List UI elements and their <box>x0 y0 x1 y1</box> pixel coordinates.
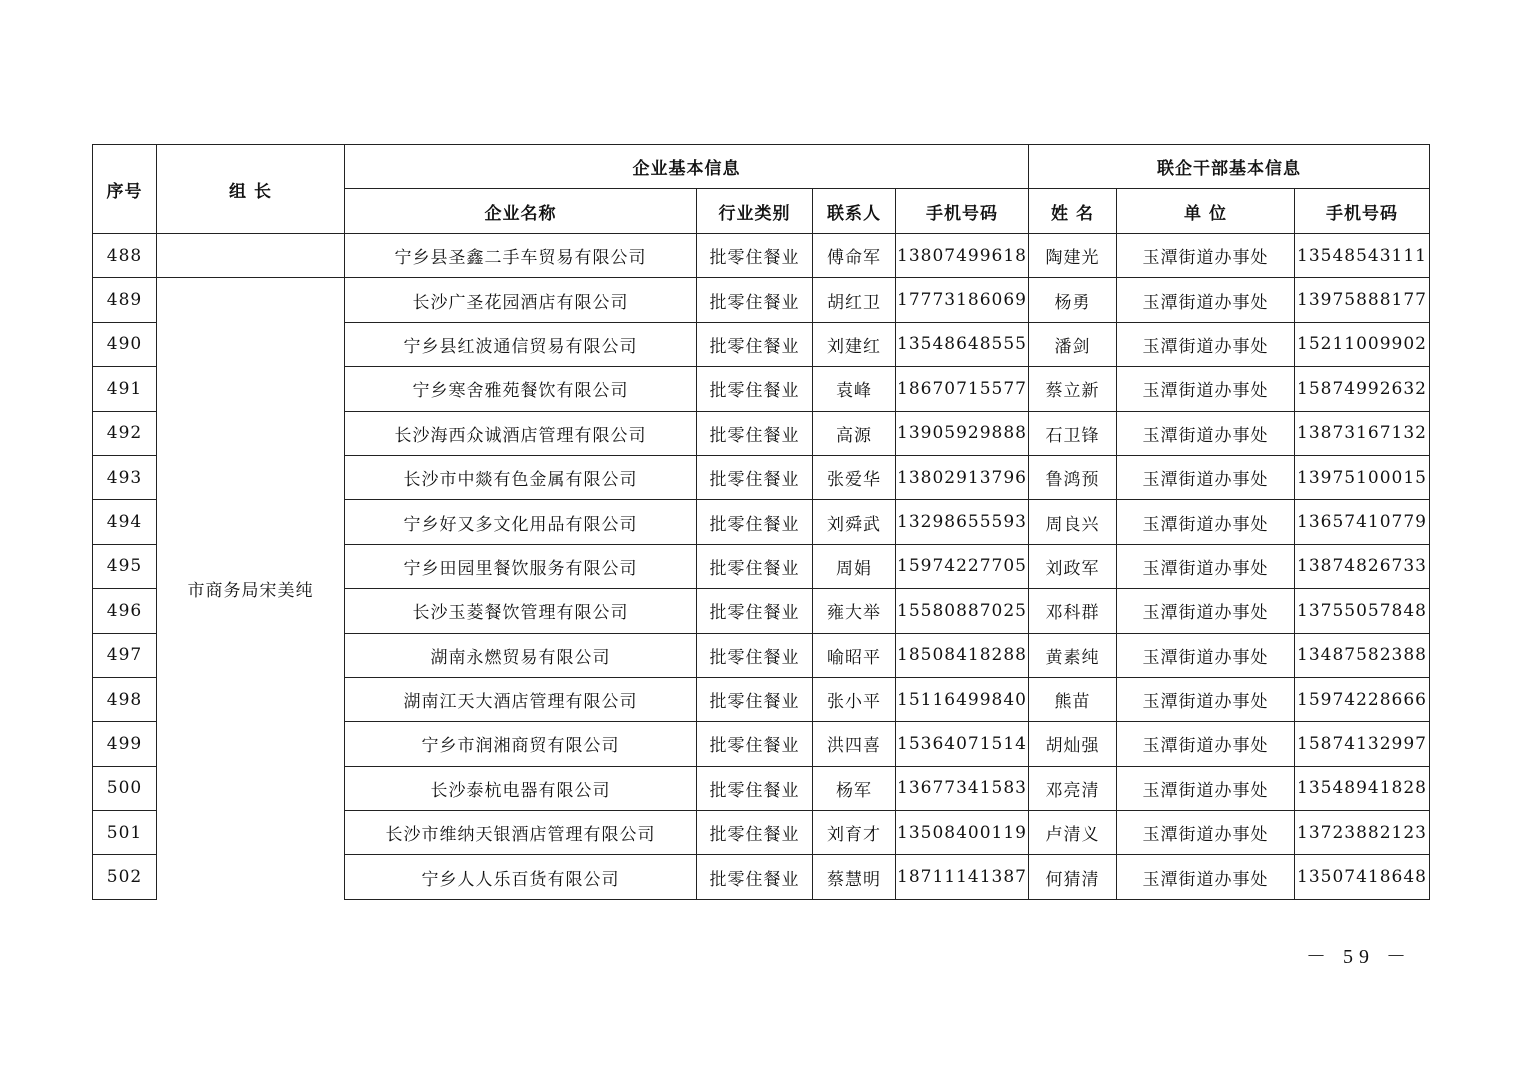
industry-cell: 批零住餐业 <box>697 589 813 633</box>
leader-cell: 市商务局宋美纯 <box>157 278 345 899</box>
cadre-name-cell: 胡灿强 <box>1029 722 1117 766</box>
cadre-phone-cell: 13975888177 <box>1295 278 1430 322</box>
cadre-name-cell: 陶建光 <box>1029 234 1117 278</box>
cadre-unit-cell: 玉潭街道办事处 <box>1117 411 1295 455</box>
cadre-name-cell: 黄素纯 <box>1029 633 1117 677</box>
contact-cell: 周娟 <box>813 544 896 588</box>
cadre-unit-cell: 玉潭街道办事处 <box>1117 855 1295 899</box>
cadre-name-cell: 邓亮清 <box>1029 766 1117 810</box>
cadre-phone-cell: 13548543111 <box>1295 234 1430 278</box>
seq-cell: 492 <box>93 411 157 455</box>
cadre-phone-cell: 15874132997 <box>1295 722 1430 766</box>
company-cell: 宁乡田园里餐饮服务有限公司 <box>345 544 697 588</box>
seq-cell: 494 <box>93 500 157 544</box>
seq-cell: 488 <box>93 234 157 278</box>
industry-cell: 批零住餐业 <box>697 278 813 322</box>
phone-cell: 18508418288 <box>896 633 1029 677</box>
contact-cell: 洪四喜 <box>813 722 896 766</box>
cadre-unit-cell: 玉潭街道办事处 <box>1117 500 1295 544</box>
seq-cell: 497 <box>93 633 157 677</box>
cadre-name-cell: 蔡立新 <box>1029 367 1117 411</box>
phone-cell: 13298655593 <box>896 500 1029 544</box>
cadre-phone-cell: 15974228666 <box>1295 677 1430 721</box>
cadre-unit-cell: 玉潭街道办事处 <box>1117 677 1295 721</box>
cadre-phone-cell: 15211009902 <box>1295 322 1430 366</box>
seq-cell: 501 <box>93 811 157 855</box>
seq-cell: 502 <box>93 855 157 899</box>
seq-cell: 489 <box>93 278 157 322</box>
cadre-name-cell: 何猜清 <box>1029 855 1117 899</box>
cadre-unit-cell: 玉潭街道办事处 <box>1117 322 1295 366</box>
industry-cell: 批零住餐业 <box>697 500 813 544</box>
contact-cell: 傅命军 <box>813 234 896 278</box>
company-cell: 长沙玉菱餐饮管理有限公司 <box>345 589 697 633</box>
seq-cell: 490 <box>93 322 157 366</box>
leader-cell-empty <box>157 234 345 278</box>
contact-cell: 蔡慧明 <box>813 855 896 899</box>
seq-cell: 499 <box>93 722 157 766</box>
phone-cell: 13548648555 <box>896 322 1029 366</box>
industry-cell: 批零住餐业 <box>697 411 813 455</box>
header-cadre-phone: 手机号码 <box>1295 189 1430 234</box>
cadre-phone-cell: 13548941828 <box>1295 766 1430 810</box>
phone-cell: 13677341583 <box>896 766 1029 810</box>
company-cell: 宁乡市润湘商贸有限公司 <box>345 722 697 766</box>
table-row <box>93 234 1430 278</box>
seq-cell: 496 <box>93 589 157 633</box>
phone-cell: 15974227705 <box>896 544 1029 588</box>
cadre-phone-cell: 15874992632 <box>1295 367 1430 411</box>
industry-cell: 批零住餐业 <box>697 322 813 366</box>
contact-cell: 张小平 <box>813 677 896 721</box>
company-cell: 湖南永燃贸易有限公司 <box>345 633 697 677</box>
cadre-unit-cell: 玉潭街道办事处 <box>1117 766 1295 810</box>
contact-cell: 雍大举 <box>813 589 896 633</box>
industry-cell: 批零住餐业 <box>697 455 813 499</box>
header-row-1 <box>93 145 1430 189</box>
cadre-unit-cell: 玉潭街道办事处 <box>1117 234 1295 278</box>
cadre-phone-cell: 13507418648 <box>1295 855 1430 899</box>
header-industry: 行业类别 <box>697 189 813 234</box>
company-cell: 长沙广圣花园酒店有限公司 <box>345 278 697 322</box>
header-cadre-group: 联企干部基本信息 <box>1029 145 1430 189</box>
industry-cell: 批零住餐业 <box>697 811 813 855</box>
phone-cell: 13807499618 <box>896 234 1029 278</box>
header-phone: 手机号码 <box>896 189 1029 234</box>
header-company-name: 企业名称 <box>345 189 697 234</box>
seq-cell: 500 <box>93 766 157 810</box>
seq-cell: 491 <box>93 367 157 411</box>
cadre-unit-cell: 玉潭街道办事处 <box>1117 722 1295 766</box>
company-cell: 宁乡县红波通信贸易有限公司 <box>345 322 697 366</box>
company-cell: 长沙市维纳天银酒店管理有限公司 <box>345 811 697 855</box>
contact-cell: 高源 <box>813 411 896 455</box>
cadre-name-cell: 潘剑 <box>1029 322 1117 366</box>
header-enterprise-group: 企业基本信息 <box>345 145 1029 189</box>
cadre-unit-cell: 玉潭街道办事处 <box>1117 589 1295 633</box>
cadre-name-cell: 石卫锋 <box>1029 411 1117 455</box>
contact-cell: 刘建红 <box>813 322 896 366</box>
header-cadre-name: 姓 名 <box>1029 189 1117 234</box>
cadre-unit-cell: 玉潭街道办事处 <box>1117 278 1295 322</box>
header-cadre-unit: 单 位 <box>1117 189 1295 234</box>
company-cell: 长沙海西众诚酒店管理有限公司 <box>345 411 697 455</box>
cadre-name-cell: 鲁鸿预 <box>1029 455 1117 499</box>
seq-cell: 493 <box>93 455 157 499</box>
phone-cell: 17773186069 <box>896 278 1029 322</box>
phone-cell: 15116499840 <box>896 677 1029 721</box>
company-cell: 宁乡县圣鑫二手车贸易有限公司 <box>345 234 697 278</box>
contact-cell: 张爱华 <box>813 455 896 499</box>
cadre-name-cell: 卢清义 <box>1029 811 1117 855</box>
contact-cell: 刘舜武 <box>813 500 896 544</box>
company-cell: 宁乡好又多文化用品有限公司 <box>345 500 697 544</box>
cadre-phone-cell: 13975100015 <box>1295 455 1430 499</box>
phone-cell: 18670715577 <box>896 367 1029 411</box>
company-cell: 长沙泰杭电器有限公司 <box>345 766 697 810</box>
industry-cell: 批零住餐业 <box>697 677 813 721</box>
cadre-unit-cell: 玉潭街道办事处 <box>1117 367 1295 411</box>
cadre-phone-cell: 13874826733 <box>1295 544 1430 588</box>
phone-cell: 13508400119 <box>896 811 1029 855</box>
cadre-name-cell: 杨勇 <box>1029 278 1117 322</box>
company-cell: 宁乡寒舍雅苑餐饮有限公司 <box>345 367 697 411</box>
industry-cell: 批零住餐业 <box>697 633 813 677</box>
industry-cell: 批零住餐业 <box>697 234 813 278</box>
cadre-unit-cell: 玉潭街道办事处 <box>1117 811 1295 855</box>
industry-cell: 批零住餐业 <box>697 766 813 810</box>
table-row <box>93 278 1430 322</box>
contact-cell: 胡红卫 <box>813 278 896 322</box>
seq-cell: 498 <box>93 677 157 721</box>
header-leader: 组 长 <box>157 145 345 234</box>
industry-cell: 批零住餐业 <box>697 544 813 588</box>
cadre-name-cell: 熊苗 <box>1029 677 1117 721</box>
phone-cell: 15580887025 <box>896 589 1029 633</box>
enterprise-cadre-table <box>92 144 1430 900</box>
industry-cell: 批零住餐业 <box>697 722 813 766</box>
cadre-phone-cell: 13487582388 <box>1295 633 1430 677</box>
seq-cell: 495 <box>93 544 157 588</box>
phone-cell: 13905929888 <box>896 411 1029 455</box>
phone-cell: 13802913796 <box>896 455 1029 499</box>
cadre-name-cell: 邓科群 <box>1029 589 1117 633</box>
header-contact: 联系人 <box>813 189 896 234</box>
page-number: － 59 － <box>1306 946 1412 968</box>
contact-cell: 杨军 <box>813 766 896 810</box>
company-cell: 湖南江天大酒店管理有限公司 <box>345 677 697 721</box>
cadre-phone-cell: 13657410779 <box>1295 500 1430 544</box>
phone-cell: 18711141387 <box>896 855 1029 899</box>
cadre-name-cell: 刘政军 <box>1029 544 1117 588</box>
cadre-phone-cell: 13873167132 <box>1295 411 1430 455</box>
industry-cell: 批零住餐业 <box>697 855 813 899</box>
cadre-unit-cell: 玉潭街道办事处 <box>1117 544 1295 588</box>
company-cell: 长沙市中燚有色金属有限公司 <box>345 455 697 499</box>
phone-cell: 15364071514 <box>896 722 1029 766</box>
industry-cell: 批零住餐业 <box>697 367 813 411</box>
cadre-phone-cell: 13755057848 <box>1295 589 1430 633</box>
cadre-unit-cell: 玉潭街道办事处 <box>1117 633 1295 677</box>
contact-cell: 袁峰 <box>813 367 896 411</box>
company-cell: 宁乡人人乐百货有限公司 <box>345 855 697 899</box>
cadre-phone-cell: 13723882123 <box>1295 811 1430 855</box>
contact-cell: 刘育才 <box>813 811 896 855</box>
contact-cell: 喻昭平 <box>813 633 896 677</box>
cadre-name-cell: 周良兴 <box>1029 500 1117 544</box>
cadre-unit-cell: 玉潭街道办事处 <box>1117 455 1295 499</box>
header-seq: 序号 <box>93 145 157 234</box>
